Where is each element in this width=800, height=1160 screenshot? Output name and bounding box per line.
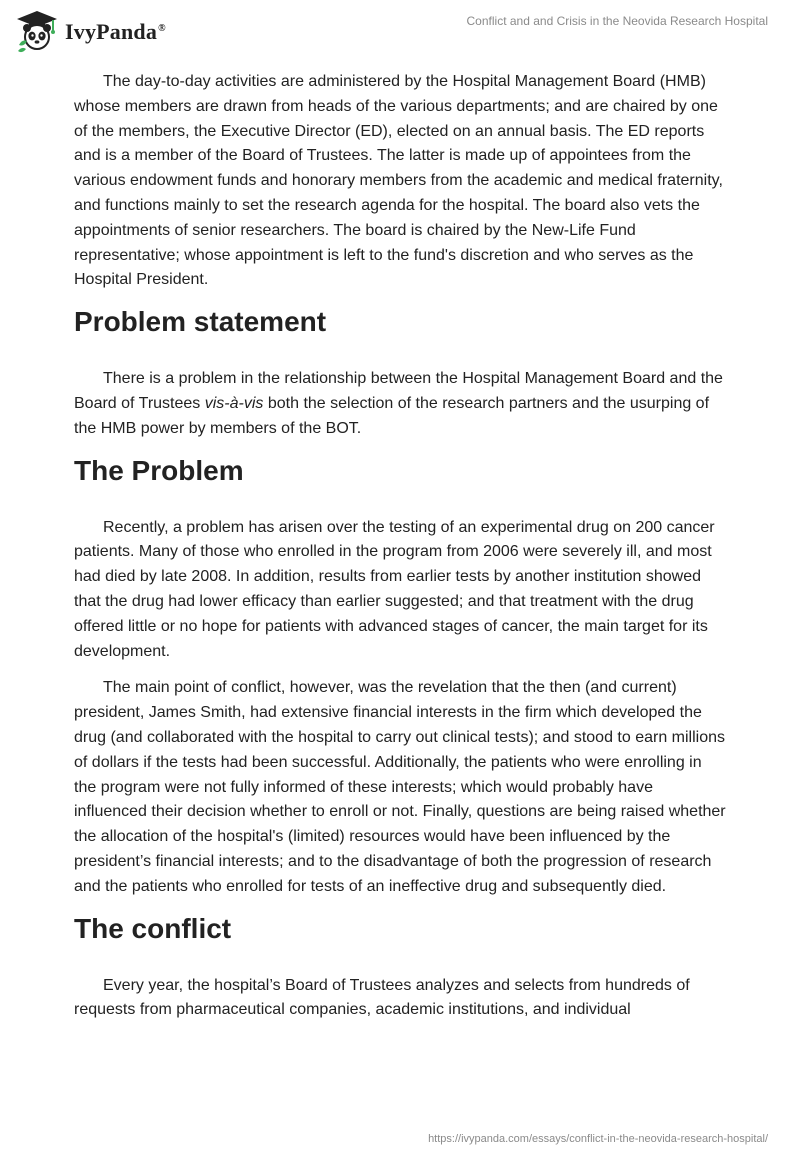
- brand-name: IvyPanda®: [65, 19, 166, 44]
- paragraph-board-selection: Every year, the hospital’s Board of Trustees analyzes and selects from hundreds of requests from pharmaceutical companies, academic institutions, and individual: [74, 976, 690, 1019]
- heading-the-problem: The Problem: [74, 454, 244, 486]
- ivypanda-logo[interactable]: [15, 9, 166, 53]
- paragraph-drug-testing: Recently, a problem has arisen over the testing of an experimental drug on 200 cancer patients. Many of those who enrolled in the program from 2006 were severely ill, and most had died by late 2008. In addition, results from earlier tests by another institution showed that the drug had lower efficacy than earlier suggested; and that treatment with the drug offered little or no hope for patients with advanced stages of cancer, the main target for its development.: [74, 518, 715, 660]
- document-title: Conflict and and Crisis in the Neovida Research Hospital: [466, 14, 768, 28]
- article-body: [74, 70, 728, 1035]
- source-url-link[interactable]: https://ivypanda.com/essays/conflict-in-the-neovida-research-hospital/: [428, 1133, 768, 1145]
- page-header: [0, 0, 800, 60]
- latin-phrase: vis-à-vis: [204, 394, 264, 412]
- heading-problem-statement: Problem statement: [74, 306, 327, 338]
- paragraph-conflict-of-interest: The main point of conflict, however, was the revelation that the then (and current) president, James Smith, had extensive financial interests in the firm which developed the drug (and collaborated with the hospital to carry out clinical tests); and stood to earn millions of dollars if the tests had been successful. Additionally, the patients who were enrolling in the program were not fully informed of these interests; which would probably have influenced their decision whether to enroll or not. Finally, questions are being raised whether the allocation of the hospital's (limited) resources would have been influenced by the president’s financial interests; and to the disadvantage of both the progression of research and the patients who enrolled for tests of an ineffective drug and subsequently died.: [74, 679, 726, 895]
- heading-the-conflict: The conflict: [74, 912, 232, 944]
- paragraph-governance: The day-to-day activities are administered by the Hospital Management Board (HMB) whose members are drawn from heads of the various departments; and are chaired by one of the members, the Executive Director (ED), elected on an annual basis. The ED reports and is a member of the Board of Trustees. The latter is made up of appointees from the various endowment funds and honorary members from the academic and medical fraternity, and functions mainly to set the research agenda for the hospital. The board also vets the appointments of senior researchers. The board is chaired by the New-Life Fund representative; whose appointment is left to the fund's discretion and who serves as the Hospital President.: [74, 73, 723, 289]
- paragraph-problem-statement: There is a problem in the relationship between the Hospital Management Board and the Board of Trustees vis-à-vis both the selection of the research partners and the usurping of the HMB power by members of the BOT.: [74, 370, 723, 437]
- panda-graduate-icon: [15, 9, 59, 53]
